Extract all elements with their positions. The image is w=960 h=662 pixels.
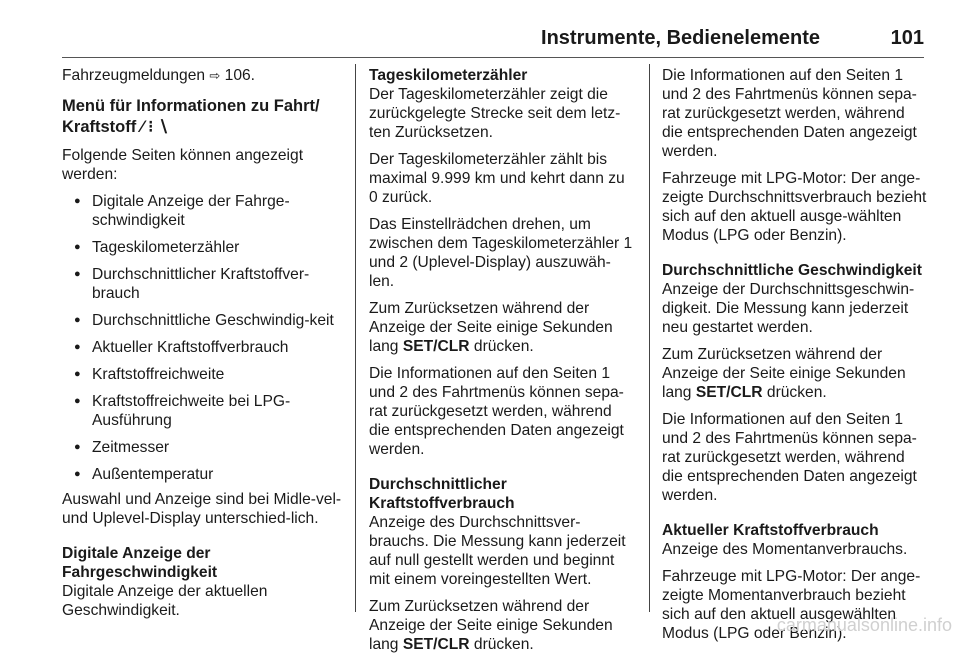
list-item: ● Digitale Anzeige der Fahrge-schwindigkeit bbox=[62, 192, 346, 230]
body-text: Der Tageskilometerzähler zeigt die zurückgelegte Strecke seit dem letz-ten Zurücksetzen. bbox=[369, 86, 621, 141]
body-text: Anzeige der Durchschnittsgeschwin-digkeit. Die Messung kann jederzeit neu gestartet werden. bbox=[662, 281, 915, 336]
body-text: Die Informationen auf den Seiten 1 und 2 des Fahrtmenüs können sepa-rat zurückgesetzt werden, während die entsprechenden Daten angezeigt werden. bbox=[662, 411, 917, 504]
header-divider bbox=[62, 57, 924, 58]
column-2 bbox=[369, 66, 635, 662]
body-text: Die Informationen auf den Seiten 1 und 2 des Fahrtmenüs können sepa-rat zurückgesetzt werden, während die entsprechenden Daten angezeigt werden. bbox=[662, 67, 917, 160]
lead-text: Folgende Seiten können angezeigt werden: bbox=[62, 147, 304, 183]
body-text: Das Einstellrädchen drehen, um zwischen dem Tageskilometerzähler 1 und 2 (Uplevel-Display) auszuwäh-len. bbox=[369, 216, 633, 290]
body-text: Der Tageskilometerzähler zählt bis maximal 9.999 km und kehrt dann zu 0 zurück. bbox=[369, 151, 625, 206]
list-item: ● Außentemperatur bbox=[62, 465, 346, 484]
body-text: Die Informationen auf den Seiten 1 und 2 des Fahrtmenüs können sepa-rat zurückgesetzt werden, während die entsprechenden Daten angezeigt werden. bbox=[369, 365, 624, 458]
section-title: Instrumente, Bedienelemente bbox=[541, 27, 820, 49]
list-item: ● Kraftstoffreichweite bei LPG-Ausführung bbox=[62, 392, 346, 430]
column-3 bbox=[662, 66, 928, 651]
list-item: ● Durchschnittliche Geschwindig-keit bbox=[62, 311, 346, 330]
body-text: Auswahl und Anzeige sind bei Midle-vel- und Uplevel-Display unterschied-lich. bbox=[62, 491, 342, 527]
section-heading: Menü für Informationen zu Fahrt/ Kraftstoff ⁄ ⁝ ∖ bbox=[62, 97, 320, 136]
column-divider-1 bbox=[355, 64, 356, 612]
column-1 bbox=[62, 66, 346, 628]
key-label: SET/CLR bbox=[402, 338, 470, 355]
body-text: Zum Zurücksetzen während der Anzeige der Seite einige Sekunden lang SET/CLR drücken. bbox=[369, 598, 613, 653]
subsection-heading: Aktueller Kraftstoffverbrauch bbox=[662, 522, 879, 539]
subsection-heading: Durchschnittlicher Kraftstoffverbrauch bbox=[369, 476, 515, 512]
body-text: Anzeige des Durchschnittsver-brauchs. Die Messung kann jederzeit auf null gestellt werden und beginnt mit einem voreingestellten Wert. bbox=[369, 514, 626, 588]
page-number: 101 bbox=[890, 27, 924, 49]
list-item: ● Durchschnittlicher Kraftstoffver-brauch bbox=[62, 265, 346, 303]
subsection-heading: Digitale Anzeige der Fahrgeschwindigkeit bbox=[62, 545, 218, 581]
body-text: Digitale Anzeige der aktuellen Geschwindigkeit. bbox=[62, 583, 268, 619]
body-text: Fahrzeuge mit LPG-Motor: Der ange-zeigte Durchschnittsverbrauch bezieht sich auf den aktuell ausge-wählten Modus (LPG oder Benzin). bbox=[662, 170, 927, 244]
cross-reference[interactable]: Fahrzeugmeldungen ⇨ 106. bbox=[62, 67, 255, 84]
body-text: Zum Zurücksetzen während der Anzeige der Seite einige Sekunden lang SET/CLR drücken. bbox=[662, 346, 906, 401]
subsection-heading: Tageskilometerzähler bbox=[369, 67, 528, 84]
list-item: ● Kraftstoffreichweite bbox=[62, 365, 346, 384]
body-text: Anzeige des Momentanverbrauchs. bbox=[662, 541, 908, 558]
body-text: Fahrzeuge mit LPG-Motor: Der ange-zeigte Momentanverbrauch bezieht sich auf den aktuell ausgewählten Modus (LPG oder Benzin). bbox=[662, 568, 921, 642]
arrow-reference-icon: ⇨ bbox=[209, 68, 221, 83]
list-item: ● Aktueller Kraftstoffverbrauch bbox=[62, 338, 346, 357]
key-label: SET/CLR bbox=[402, 636, 470, 653]
list-item: ● Zeitmesser bbox=[62, 438, 346, 457]
column-divider-2 bbox=[649, 64, 650, 612]
list-item: ● Tageskilometerzähler bbox=[62, 238, 346, 257]
page-list bbox=[62, 192, 346, 484]
body-text: Zum Zurücksetzen während der Anzeige der Seite einige Sekunden lang SET/CLR drücken. bbox=[369, 300, 613, 355]
subsection-heading: Durchschnittliche Geschwindigkeit bbox=[662, 262, 922, 279]
page-header bbox=[62, 0, 924, 58]
key-label: SET/CLR bbox=[695, 384, 763, 401]
watermark: carmanualsonline.info bbox=[776, 615, 952, 635]
